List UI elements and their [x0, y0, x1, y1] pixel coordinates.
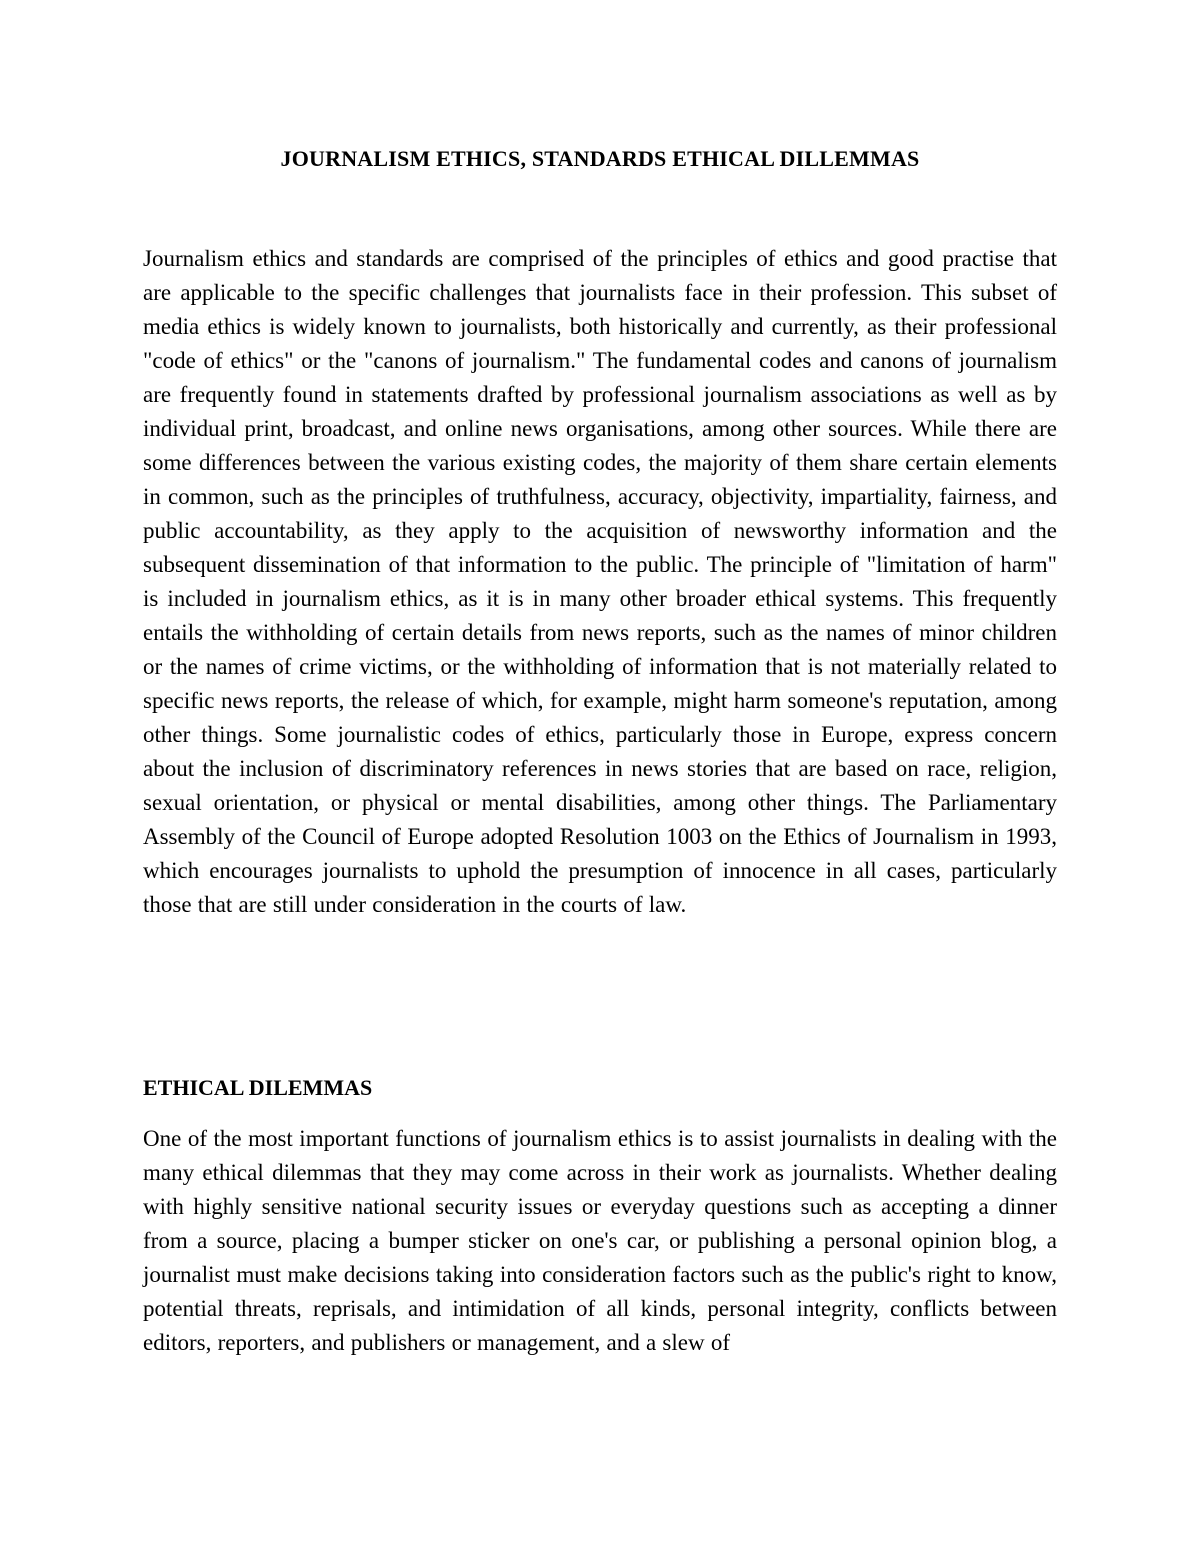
body-paragraph-intro: Journalism ethics and standards are comprised of the principles of ethics and good practise that are applicable to the specific challenges that journalists face in their profession. This subset of media ethics is widely known to journalists, both historically and currently, as their professional "code of ethics" or the "canons of journalism." The fundamental codes and canons of journalism are frequently found in statements drafted by professional journalism associations as well as by individual print, broadcast, and online news organisations, among other sources. While there are some differences between the various existing codes, the majority of them share certain elements in common, such as the principles of truthfulness, accuracy, objectivity, impartiality, fairness, and public accountability, as they apply to the acquisition of newsworthy information and the subsequent dissemination of that information to the public. The principle of "limitation of harm" is included in journalism ethics, as it is in many other broader ethical systems. This frequently entails the withholding of certain details from news reports, such as the names of minor children or the names of crime victims, or the withholding of information that is not materially related to specific news reports, the release of which, for example, might harm someone's reputation, among other things. Some journalistic codes of ethics, particularly those in Europe, express concern about the inclusion of discriminatory references in news stories that are based on race, religion, sexual orientation, or physical or mental disabilities, among other things. The Parliamentary Assembly of the Council of Europe adopted Resolution 1003 on the Ethics of Journalism in 1993, which encourages journalists to uphold the presumption of innocence in all cases, particularly those that are still under consideration in the courts of law.	[143, 246, 1057, 917]
body-paragraph-dilemmas: One of the most important functions of journalism ethics is to assist journalists in dealing with the many ethical dilemmas that they may come across in their work as journalists. Whether dealing with highly sensitive national security issues or everyday questions such as accepting a dinner from a source, placing a bumper sticker on one's car, or publishing a personal opinion blog, a journalist must make decisions taking into consideration factors such as the public's right to know, potential threats, reprisals, and intimidation of all kinds, personal integrity, conflicts between editors, reporters, and publishers or management, and a slew of	[143, 1126, 1057, 1355]
section-heading-ethical-dilemmas: ETHICAL DILEMMAS	[143, 1075, 373, 1100]
document-title: JOURNALISM ETHICS, STANDARDS ETHICAL DILLEMMAS	[280, 146, 920, 171]
